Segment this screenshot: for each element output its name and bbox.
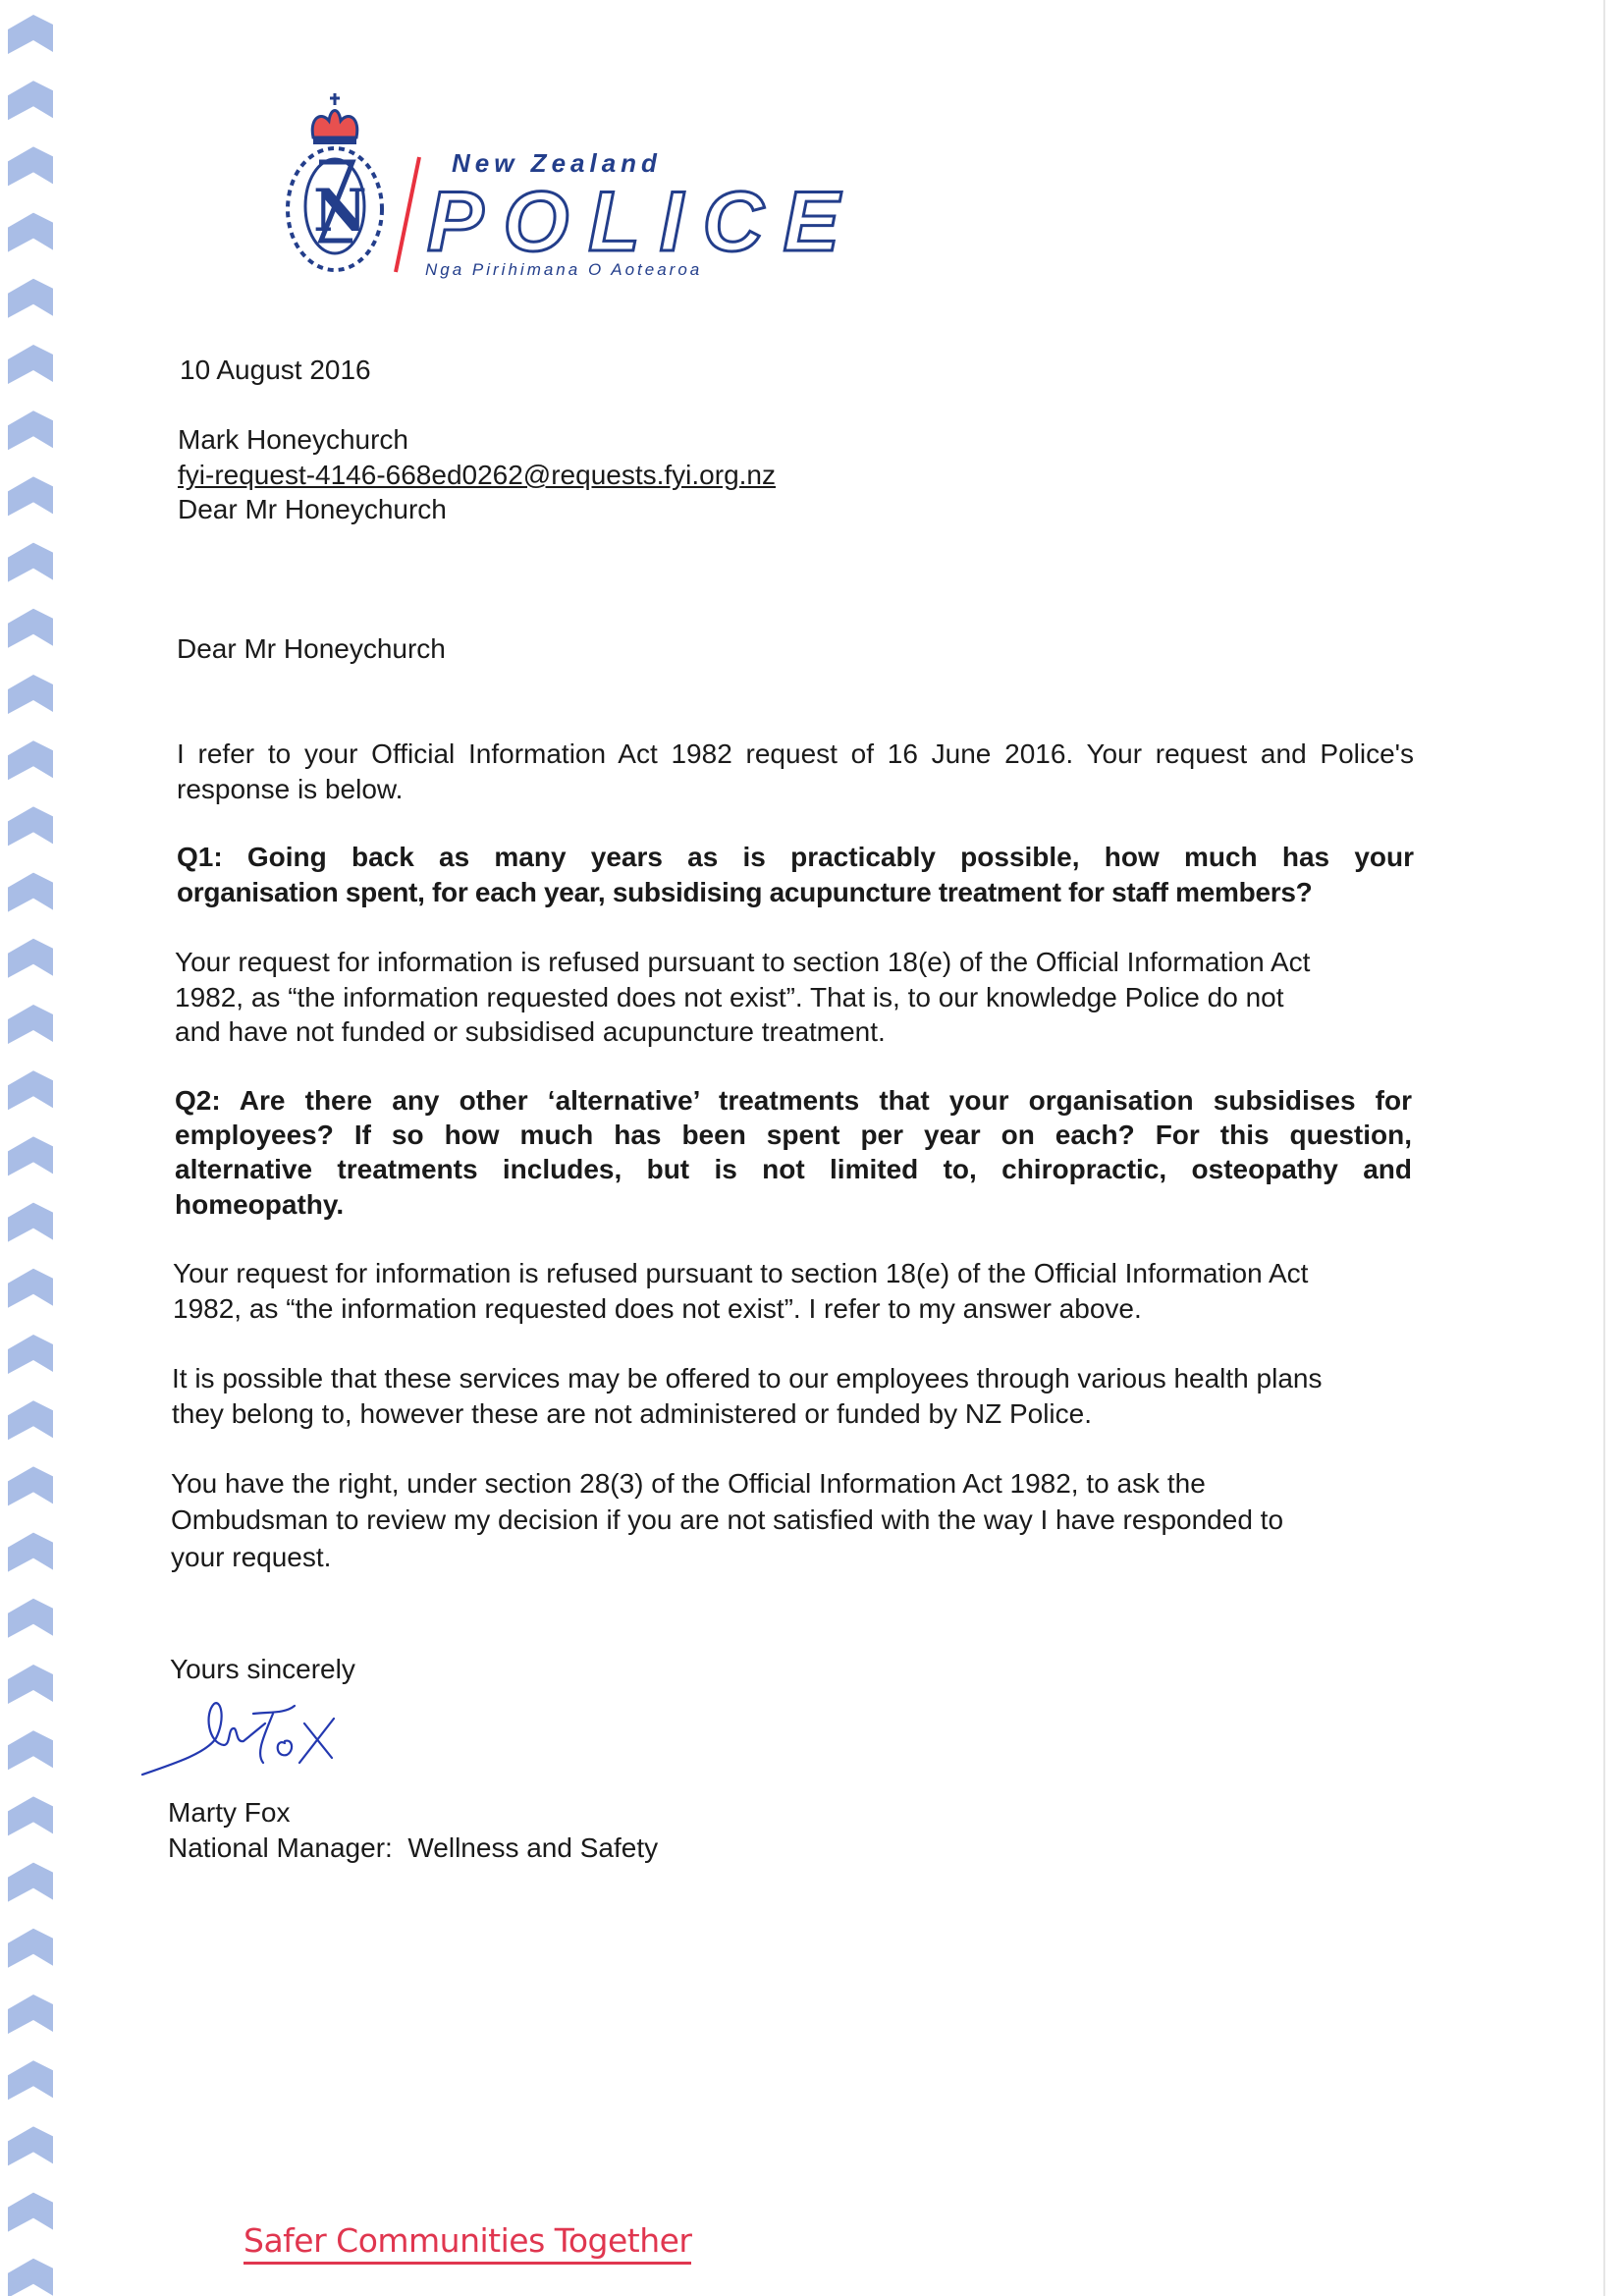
chevron-icon — [8, 1863, 53, 1902]
paragraph-line: You have the right, under section 28(3) of the Official Information Act 1982, to ask the — [171, 1468, 1206, 1499]
question-2-line: homeopathy. — [175, 1189, 345, 1220]
paragraph-line: your request. — [171, 1542, 332, 1572]
question-1-line: Q1: Going back as many years as is practicably possible, how much has your — [177, 842, 1414, 872]
chevron-icon — [8, 1466, 53, 1505]
paragraph-line: It is possible that these services may be offered to our employees through various health plans — [172, 1363, 1323, 1394]
chevron-icon — [8, 1929, 53, 1968]
svg-text:Nga Pirihimana O Aotearoa: Nga Pirihimana O Aotearoa — [425, 260, 703, 279]
signatory-title: National Manager: Wellness and Safety — [168, 1832, 659, 1863]
chevron-icon — [8, 1203, 53, 1242]
paragraph-line: they belong to, however these are not administered or funded by NZ Police. — [172, 1398, 1092, 1429]
chevron-icon — [8, 279, 53, 318]
svg-text:N: N — [313, 177, 367, 246]
intro-line: response is below. — [177, 774, 404, 804]
chevron-icon — [8, 609, 53, 648]
chevron-icon — [8, 1730, 53, 1770]
handwritten-signature — [137, 1684, 373, 1792]
chevron-icon — [8, 1136, 53, 1175]
page-edge-line — [1603, 0, 1605, 2296]
svg-text:New Zealand: New Zealand — [452, 148, 662, 178]
chevron-icon — [8, 939, 53, 978]
chevron-icon — [8, 2060, 53, 2100]
chevron-icon — [8, 2193, 53, 2232]
recipient-salutation: Dear Mr Honeychurch — [178, 494, 447, 524]
salutation: Dear Mr Honeychurch — [177, 633, 446, 664]
footer-slogan: Safer Communities Together — [243, 2221, 691, 2265]
chevron-icon — [8, 2259, 53, 2296]
chevron-icon — [8, 15, 53, 54]
paragraph-line: Ombudsman to review my decision if you are not satisfied with the way I have responded to — [171, 1504, 1284, 1535]
chevron-icon — [8, 2126, 53, 2165]
chevron-stripe-decoration — [8, 0, 86, 2296]
chevron-icon — [8, 410, 53, 450]
chevron-icon — [8, 345, 53, 384]
chevron-icon — [8, 1665, 53, 1704]
question-1-line: organisation spent, for each year, subsidising acupuncture treatment for staff members? — [177, 877, 1313, 907]
recipient-name: Mark Honeychurch — [178, 424, 408, 455]
chevron-icon — [8, 1400, 53, 1440]
question-2-line: alternative treatments includes, but is not limited to, chiropractic, osteopathy and — [175, 1154, 1412, 1184]
chevron-icon — [8, 1005, 53, 1044]
answer-1-line: Your request for information is refused pursuant to section 18(e) of the Official Information Act — [175, 947, 1311, 977]
answer-1-line: and have not funded or subsidised acupuncture treatment. — [175, 1016, 886, 1047]
chevron-icon — [8, 1796, 53, 1835]
chevron-icon — [8, 1995, 53, 2034]
police-crest-icon — [288, 93, 382, 270]
signatory-name: Marty Fox — [168, 1797, 291, 1828]
chevron-icon — [8, 675, 53, 714]
question-2-line: Q2: Are there any other ‘alternative’ treatments that your organisation subsidises for — [175, 1085, 1412, 1116]
intro-line: I refer to your Official Information Act 1982 request of 16 June 2016. Your request and Police's — [177, 738, 1414, 769]
letter-date: 10 August 2016 — [180, 355, 371, 385]
answer-1-line: 1982, as “the information requested does not exist”. That is, to our knowledge Police do not — [175, 982, 1284, 1012]
chevron-icon — [8, 146, 53, 186]
chevron-icon — [8, 543, 53, 582]
chevron-icon — [8, 1533, 53, 1572]
recipient-email-link[interactable]: fyi-request-4146-668ed0262@requests.fyi.org.nz — [178, 460, 776, 490]
nz-police-logo — [270, 93, 859, 300]
question-2-line: employees? If so how much has been spent per year on each? For this question, — [175, 1120, 1412, 1150]
chevron-icon — [8, 1070, 53, 1110]
chevron-icon — [8, 213, 53, 252]
chevron-icon — [8, 1335, 53, 1374]
chevron-icon — [8, 1269, 53, 1308]
chevron-icon — [8, 806, 53, 846]
chevron-icon — [8, 740, 53, 780]
chevron-icon — [8, 1599, 53, 1638]
chevron-icon — [8, 476, 53, 516]
answer-2-line: Your request for information is refused pursuant to section 18(e) of the Official Information Act — [173, 1258, 1309, 1288]
chevron-icon — [8, 873, 53, 912]
closing: Yours sincerely — [170, 1654, 355, 1684]
chevron-icon — [8, 81, 53, 120]
answer-2-line: 1982, as “the information requested does not exist”. I refer to my answer above. — [173, 1293, 1142, 1324]
svg-text:POLICE: POLICE — [427, 175, 839, 269]
